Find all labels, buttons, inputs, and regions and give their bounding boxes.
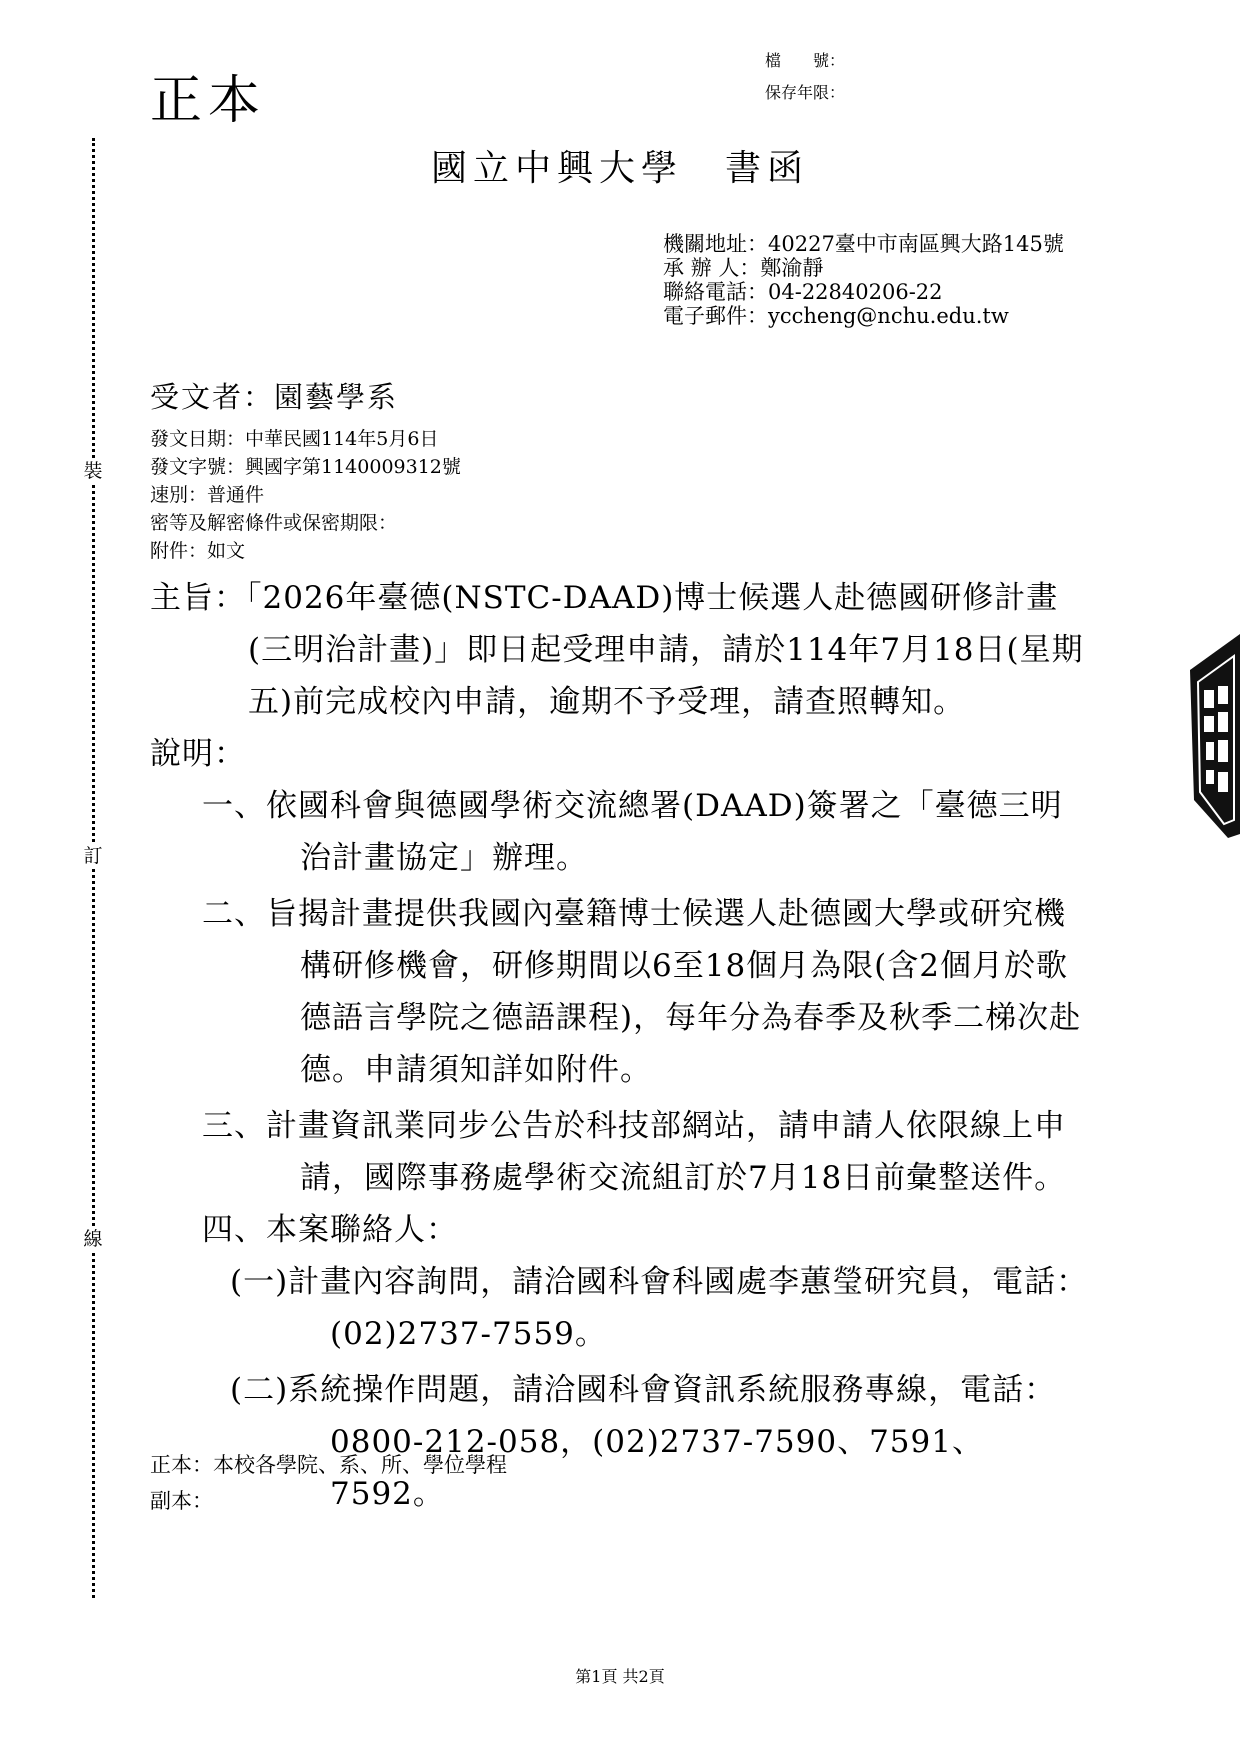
retention-period-label: 保存年限： [765, 83, 846, 102]
subject-paragraph [150, 572, 1090, 728]
contact-subitem-1: (一)計畫內容詢問，請洽國科會科國處李蕙瑩研究員，電話：(02)2737-7559。 [230, 1264, 1089, 1352]
official-seal-stamp [1184, 630, 1240, 838]
original-copy-mark: 正本 [150, 71, 267, 131]
urgency: 速別：普通件 [150, 484, 265, 506]
binding-char-zhuang: 裝 [83, 460, 103, 482]
contact-block [663, 232, 1064, 328]
explanation-item-4: 四、本案聯絡人： [202, 1212, 458, 1248]
explanation-item-3: 三、計畫資訊業同步公告於科技部網站，請申請人依限線上申請，國際事務處學術交流組訂於7月18日前彙整送件。 [202, 1108, 1067, 1196]
binding-char-xian: 線 [83, 1228, 103, 1250]
handler-name: 承 辦 人：鄭渝靜 [663, 256, 824, 280]
recipient: 受文者：園藝學系 [150, 380, 399, 414]
contact-email: 電子郵件：yccheng@nchu.edu.tw [663, 304, 1009, 328]
file-number-label: 檔 號： [765, 51, 846, 70]
page-footer: 第1頁 共2頁 [575, 1667, 665, 1686]
explanation-label: 說明： [150, 736, 246, 772]
copy-recipients: 副本： [150, 1489, 213, 1513]
explanation-item-2: 二、旨揭計畫提供我國內臺籍博士候選人赴德國大學或研究機構研修機會，研修期間以6至18個月為限(含2個月於歌德語言學院之德語課程)，每年分為春季及秋季二梯次赴德。申請須知詳如附件。 [202, 896, 1082, 1088]
contact-phone: 聯絡電話：04-22840206-22 [663, 280, 943, 304]
subject-label: 主旨： [150, 580, 246, 616]
binding-dotted-line [92, 138, 95, 1598]
document-metadata [150, 425, 461, 565]
issue-date: 發文日期：中華民國114年5月6日 [150, 428, 439, 450]
explanation-item-1: 一、依國科會與德國學術交流總署(DAAD)簽署之「臺德三明治計畫協定」辦理。 [202, 788, 1063, 876]
contact-subitem-2: (二)系統操作問題，請洽國科會資訊系統服務專線，電話：0800-212-058，(02)2737-7590、7591、7592。 [230, 1372, 1057, 1512]
subject-text: 「2026年臺德(NSTC-DAAD)博士候選人赴德國研修計畫(三明治計畫)」即日起受理申請，請於114年7月18日(星期五)前完成校內申請，逾期不予受理，請查照轉知。 [246, 580, 1084, 720]
agency-address: 機關地址：40227臺中市南區興大路145號 [663, 232, 1064, 256]
attachments: 附件：如文 [150, 540, 246, 562]
distribution-list [150, 1447, 507, 1519]
binding-char-ding: 訂 [83, 845, 103, 867]
document-title: 國立中興大學 書函 [430, 148, 809, 189]
original-recipients: 正本：本校各學院、系、所、學位學程 [150, 1453, 507, 1477]
document-number: 發文字號：興國字第1140009312號 [150, 456, 461, 478]
confidentiality: 密等及解密條件或保密期限： [150, 512, 398, 534]
document-body [150, 572, 1090, 1520]
